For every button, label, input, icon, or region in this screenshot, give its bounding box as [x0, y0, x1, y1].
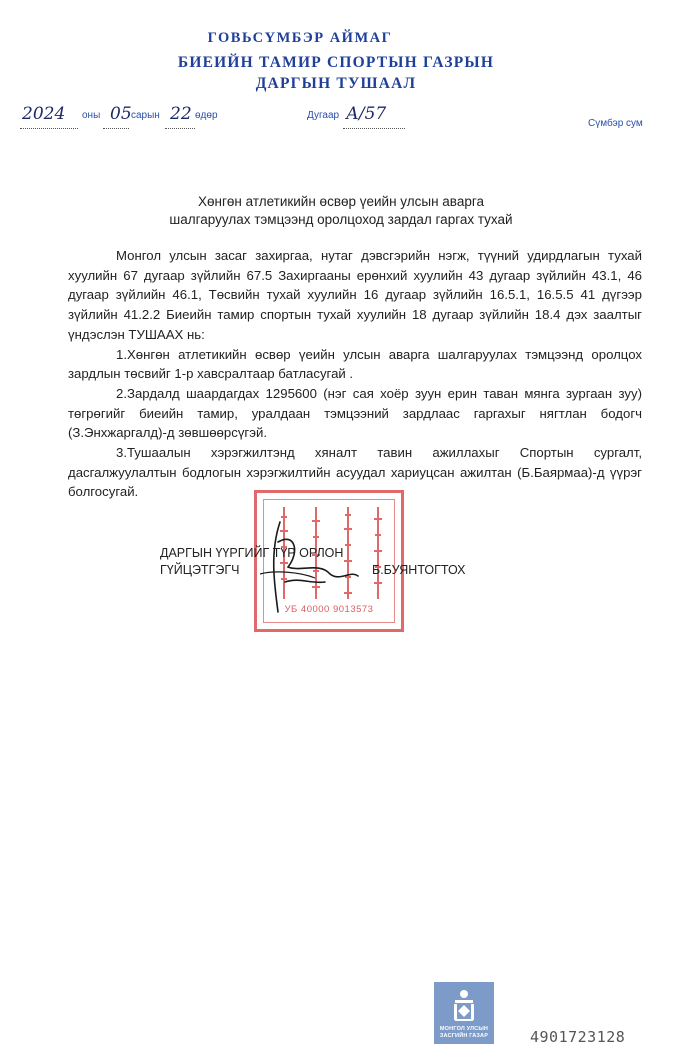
emblem-caption-line1: МОНГОЛ УЛСЫН: [439, 1026, 489, 1032]
month-suffix: сарын: [131, 110, 160, 121]
header-doc-type: ДАРГЫН ТУШААЛ: [255, 75, 417, 92]
emblem-caption-line2: ЗАСГИЙН ГАЗАР: [439, 1033, 489, 1039]
preamble-paragraph: Монгол улсын засаг захиргаа, нутаг дэвсгэрийн нэгж, түүний удирдлагын тухай хуулийн 67 дугаар зүйлийн 67.5 Захиргааны ерөнхий хуулийн 43 дугаар зүйлийн 43.1, 46 дугаар зүйлийн 46.1, Төсвийн тухай хуулийн 16 дугаар зүйлийн 16.5.1, 16.5.5 41 дүгээр зүйлийн 41.2.2 Биеийн тамир спортын тухай хуулийн 18 дугаар зүйлийн 18.4 дэх заалтыг үндэслэн ТУШААХ нь:: [68, 248, 642, 342]
emblem-caption: [434, 1026, 494, 1040]
month-underline: [103, 128, 129, 129]
soyombo-icon: [451, 988, 477, 1022]
order-body: [68, 246, 642, 502]
handwritten-year: 2024: [22, 104, 66, 124]
handwritten-number: А/57: [346, 104, 387, 124]
order-title-line2: шалгаруулах тэмцээнд оролцоход зардал гаргах тухай: [169, 212, 513, 227]
signatory-name: Б.БУЯНТОГТОХ: [372, 563, 466, 577]
order-item-2: 2.Зардалд шаардагдах 1295600 (нэг сая хоёр зуун ерин таван мянга зургаан зуу) төгрөгийг биеийн тамир, уралдаан тэмцээний зардлаас гаргахыг нягтлан бодогч (З.Энхжаргалд)-д зөвшөөрсүгэй.: [68, 385, 642, 441]
header-org: БИЕИЙН ТАМИР СПОРТЫН ГАЗРЫН: [177, 54, 495, 71]
day-underline: [165, 128, 195, 129]
signatory-title-line2: ГҮЙЦЭТГЭГЧ: [160, 563, 240, 577]
government-emblem: [434, 982, 494, 1044]
header-aimag: ГОВЬСҮМБЭР АЙМАГ: [207, 30, 393, 46]
place-name: Сүмбэр сум: [588, 118, 643, 129]
signatory-title-line1: ДАРГЫН ҮҮРГИЙГ ТҮР ОРЛОН: [160, 546, 344, 560]
handwritten-month: 05: [110, 104, 132, 124]
year-underline: [20, 128, 78, 129]
handwritten-signature: [240, 512, 370, 622]
order-title-line1: Хөнгөн атлетикийн өсвөр үеийн улсын аварга: [198, 194, 484, 209]
number-underline: [343, 128, 405, 129]
day-suffix: өдөр: [195, 110, 218, 121]
year-suffix: оны: [82, 110, 101, 121]
handwritten-day: 22: [170, 104, 192, 124]
order-item-1: 1.Хөнгөн атлетикийн өсвөр үеийн улсын аварга шалгаруулах тэмцээнд оролцох зардлын төсвийг 1-р хавсралтаар батласугай .: [68, 346, 642, 382]
seal-number: УБ 40000 9013573: [284, 604, 374, 615]
document-number: 4901723128: [530, 1028, 626, 1046]
order-item-3: 3.Тушаалын хэрэгжилтэнд хяналт тавин ажиллахыг Спортын сургалт, дасгалжуулалтын бодлогын хэрэгжилтийн асуудал хариуцсан ажилтан (Б.Баярмаа)-д үүрэг болгосугай.: [68, 445, 642, 500]
seal-script-column-4: [373, 507, 383, 599]
number-label: Дугаар: [307, 110, 340, 121]
